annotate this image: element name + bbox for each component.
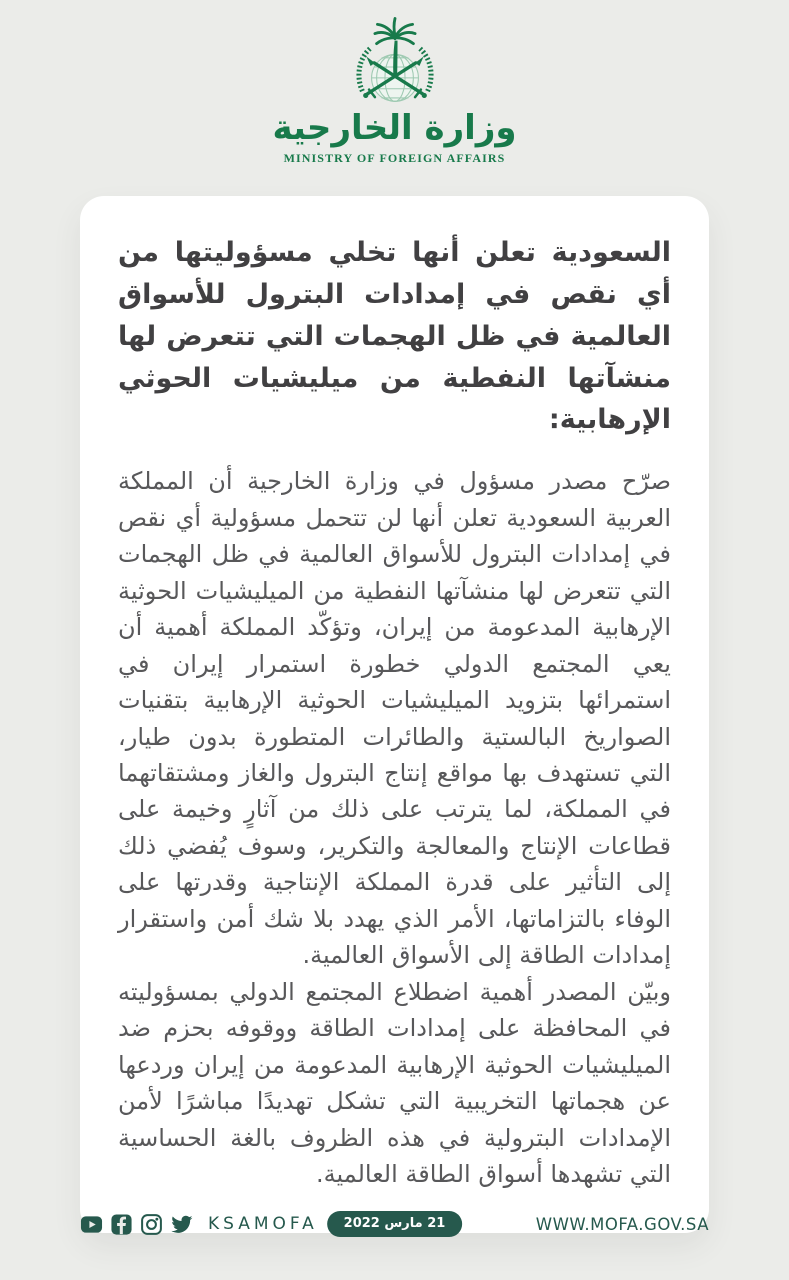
saudi-palm-and-crossed-swords-emblem-icon [344, 16, 446, 108]
ministry-arabic-title: وزارة الخارجية [272, 108, 517, 148]
footer-bar [0, 1200, 789, 1248]
website-link[interactable]: WWW.MOFA.GOV.SA [535, 1214, 709, 1234]
statement-paragraph-2: وبيّن المصدر أهمية اضطلاع المجتمع الدولي بمسؤوليته في المحافظة على إمدادات الطاقة ووقوفه بحزم ضد الميليشيات الحوثية الإرهابية المدعومة من إيران وردعها عن هجماتها التخريبية التي تشكل تهديدًا مباشرًا لأمن الإمدادات البترولية في هذه الظروف بالغة الحساسية التي تشهدها أسواق الطاقة العالمية. [118, 977, 671, 1189]
social-cluster [80, 1213, 324, 1236]
twitter-icon[interactable] [170, 1213, 193, 1236]
facebook-icon[interactable] [110, 1213, 133, 1236]
youtube-icon[interactable] [80, 1213, 103, 1236]
mofa-logo-block [0, 16, 789, 166]
statement-card [80, 196, 709, 1233]
social-handle[interactable]: KSAMOFA [208, 1214, 318, 1234]
statement-paragraph-1: صرّح مصدر مسؤول في وزارة الخارجية أن المملكة العربية السعودية تعلن أنها لن تتحمل مسؤولية أي نقص في إمدادات البترول للأسواق العالمية في ظل الهجمات التي تتعرض لها منشآتها النفطية من الميليشيات الحوثية الإرهابية المدعومة من إيران، وتؤكّد المملكة أهمية أن يعي المجتمع الدولي خطورة استمرار إيران في استمرائها بتزويد الميليشيات الحوثية الإرهابية بتقنيات الصواريخ البالستية والطائرات المتطورة بدون طيار، التي تستهدف بها مواقع إنتاج البترول والغاز ومشتقاتهما في المملكة، لما يترتب على ذلك من آثارٍ وخيمة على قطاعات الإنتاج والمعالجة والتكرير، وسوف يُفضي ذلك إلى التأثير على قدرة المملكة الإنتاجية وقدرتها على الوفاء بالتزاماتها، الأمر الذي يهدد بلا شك أمن واستقرار إمدادات الطاقة إلى الأسواق العالمية. [118, 467, 671, 970]
date-badge: 21 مارس 2022 [327, 1211, 463, 1237]
statement-heading: السعودية تعلن أنها تخلي مسؤوليتها من أي نقص في إمدادات البترول للأسواق العالمية في ظل الهجمات التي تتعرض لها منشآتها النفطية من ميليشيات الحوثي الإرهابية: [118, 237, 671, 436]
instagram-icon[interactable] [140, 1213, 163, 1236]
ministry-english-title: MINISTRY OF FOREIGN AFFAIRS [283, 151, 506, 166]
